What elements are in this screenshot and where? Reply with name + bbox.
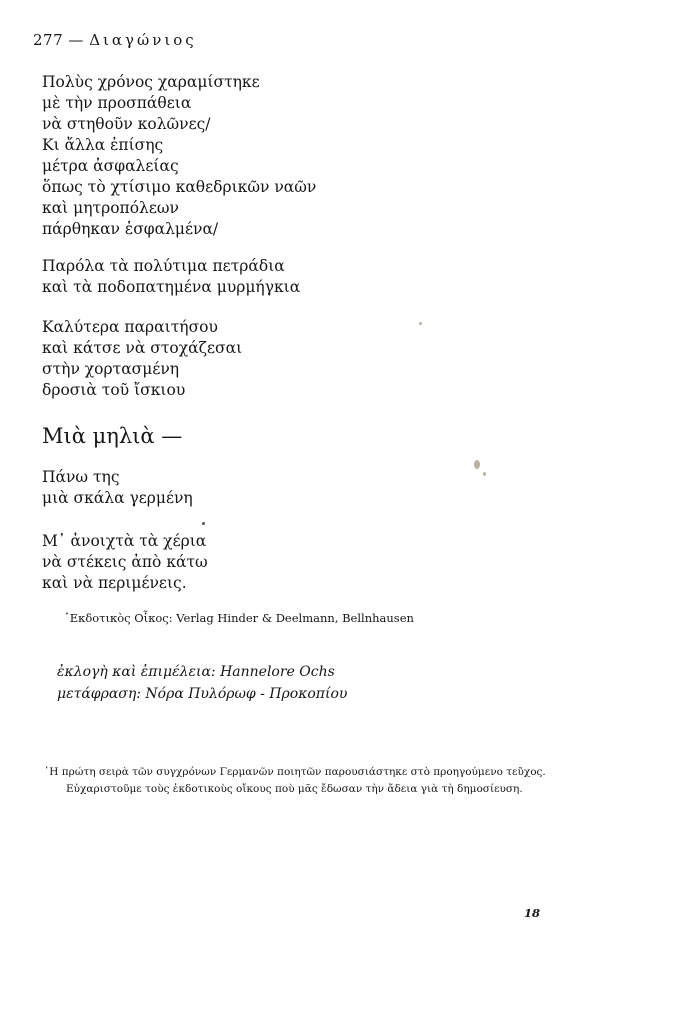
translation-credit: μετάφραση: Νόρα Πυλόρωφ - Προκοπίου	[57, 686, 348, 702]
poem-line: Παρόλα τὰ πολύτιμα πετράδια	[42, 257, 285, 275]
poem-line: πάρθηκαν ἐσφαλμένα/	[42, 220, 219, 238]
poem-line: καὶ νὰ περιμένεις.	[42, 574, 187, 592]
poem-line: νὰ στηθοῦν κολῶνες/	[42, 115, 211, 133]
poem-stanza-2	[42, 256, 300, 298]
poem-line: καὶ μητροπόλεων	[42, 199, 179, 217]
footnote	[44, 764, 584, 798]
poem-stanza-4	[42, 467, 193, 509]
selection-credit: ἐκλογὴ καὶ ἐπιμέλεια: Hannelore Ochs	[57, 664, 335, 680]
poem-stanza-5	[42, 531, 208, 594]
poem-line: μὲ τὴν προσπάθεια	[42, 94, 192, 112]
header-page-ref: 277 —	[33, 31, 84, 49]
poem-line: μέτρα ἀσφαλείας	[42, 157, 179, 175]
poem-heading-line: Μιὰ μηλιὰ —	[42, 424, 183, 448]
poem-line: Μ᾽ ἀνοιχτὰ τὰ χέρια	[42, 532, 207, 550]
poem-line: νὰ στέκεις ἀπὸ κάτω	[42, 553, 208, 571]
poem-line: καὶ κάτσε νὰ στοχάζεσαι	[42, 339, 243, 357]
footnote-line-1: ῾Η πρώτη σειρὰ τῶν συγχρόνων Γερμανῶν ποιητῶν παρουσιάστηκε στὸ προηγούμενο τεῦχος.	[44, 766, 546, 778]
paper-speck	[474, 460, 480, 469]
poem-stanza-3	[42, 317, 242, 401]
poem-stanza-1	[42, 72, 316, 240]
poem-line: στὴν χορτασμένη	[42, 360, 180, 378]
paper-speck	[202, 522, 205, 525]
header-journal-title: Διαγώνιος	[89, 31, 197, 49]
paper-speck	[419, 322, 422, 325]
footnote-line-2: Εὐχαριστοῦμε τοὺς ἐκδοτικοὺς οἴκους ποὺ μᾶς ἔδωσαν τὴν ἄδεια γιὰ τὴ δημοσίευση.	[66, 783, 523, 795]
poem-line: Καλύτερα παραιτήσου	[42, 318, 218, 336]
poem-line: δροσιὰ τοῦ ἴσκιου	[42, 381, 186, 399]
paper-speck	[483, 472, 486, 476]
credits-block	[57, 661, 347, 705]
poem-line: καὶ τὰ ποδοπατημένα μυρμήγκια	[42, 278, 301, 296]
running-header	[33, 31, 197, 49]
publisher-note: ᾽Εκδοτικὸς Οἶκος: Verlag Hinder & Deelmann, Bellnhausen	[64, 611, 414, 625]
poem-line: Κι ἄλλα ἐπίσης	[42, 136, 164, 154]
page-number: 18	[524, 906, 541, 920]
poem-line: ὅπως τὸ χτίσιμο καθεδρικῶν ναῶν	[42, 178, 317, 196]
poem-line: μιὰ σκάλα γερμένη	[42, 489, 193, 507]
poem-line: Πολὺς χρόνος χαραμίστηκε	[42, 73, 260, 91]
poem-line: Πάνω της	[42, 468, 120, 486]
